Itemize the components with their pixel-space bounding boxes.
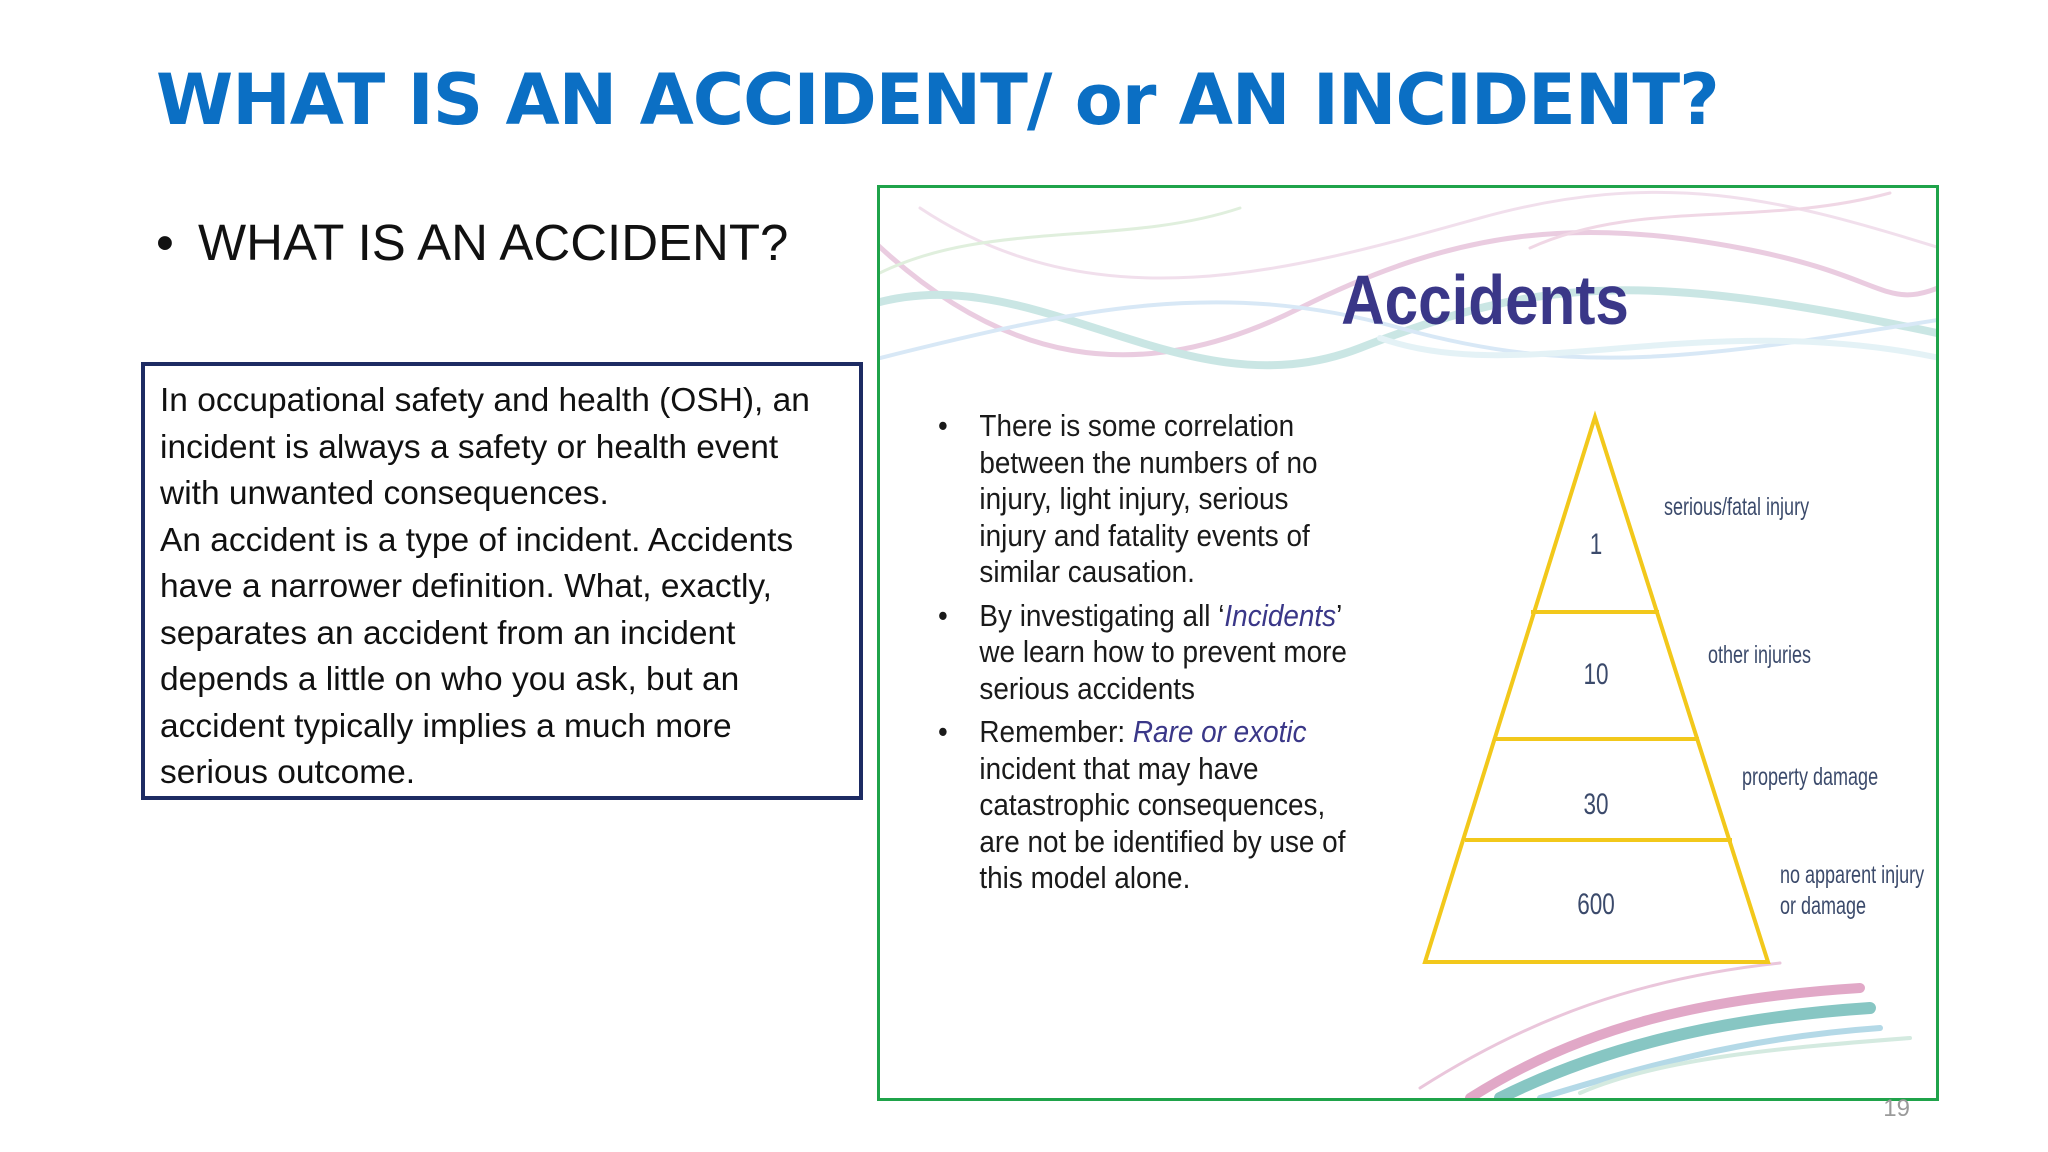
figure-bullet-text: ’ we learn how to prevent more serious accidents (979, 597, 1347, 706)
figure-heading: Accidents (1341, 261, 1629, 339)
pyramid-count-level-4: 600 (1577, 888, 1615, 921)
bullet-dot: • (938, 714, 948, 749)
figure-bullet-correlation (938, 408, 1352, 591)
pyramid-label-line: no apparent injury (1780, 861, 1925, 889)
figure-bullet-text: There is some correlation between the numbers of no injury, light injury, serious injury and fatality events of similar causation. (979, 408, 1318, 589)
definition-paragraph-1: In occupational safety and health (OSH), an incident is always a safety or health event with unwanted consequences. (160, 382, 810, 512)
pyramid-count-level-1: 1 (1589, 528, 1603, 561)
slide-title: WHAT IS AN ACCIDENT/ or AN INCIDENT? (156, 59, 1719, 141)
figure-bullet-investigating (938, 598, 1352, 708)
figure-bullet-text: Remember: (979, 714, 1133, 749)
definition-paragraph-2: An accident is a type of incident. Accidents have a narrower definition. What, exactly, separates an accident from an incident depends a little on who you ask, but an accident typically implies a much more serious outcome. (160, 521, 794, 791)
pyramid-label-line: or damage (1780, 892, 1867, 920)
figure-bullet-emphasis: Rare or exotic (1132, 714, 1307, 749)
definition-box (141, 362, 863, 800)
pyramid-count-level-3: 30 (1583, 788, 1609, 821)
pyramid-label-level-1: serious/fatal injury (1664, 493, 1810, 521)
pyramid-label-level-2: other injuries (1708, 641, 1812, 669)
figure-bullet-list (938, 408, 1352, 904)
figure-bullet-text: By investigating all ‘ (979, 597, 1225, 633)
bottom-ribbon-decoration (1420, 963, 1910, 1098)
pyramid-label-level-3: property damage (1742, 763, 1879, 791)
figure-bullet-text: incident that may have catastrophic consequences, are not be identified by use of this model alone. (979, 750, 1346, 895)
pyramid-count-level-2: 10 (1583, 658, 1609, 691)
pyramid-label-level-4 (1780, 860, 1924, 922)
accident-pyramid-figure (877, 185, 1939, 1101)
bullet-dot: • (938, 408, 948, 443)
figure-bullet-emphasis: Incidents (1224, 597, 1337, 633)
page-number: 19 (1883, 1095, 1910, 1122)
bullet-dot: • (938, 597, 948, 633)
bullet-heading (156, 210, 788, 276)
bullet-heading-text: WHAT IS AN ACCIDENT? (198, 214, 789, 271)
figure-bullet-remember (938, 714, 1352, 897)
bullet-dot: • (156, 214, 174, 271)
